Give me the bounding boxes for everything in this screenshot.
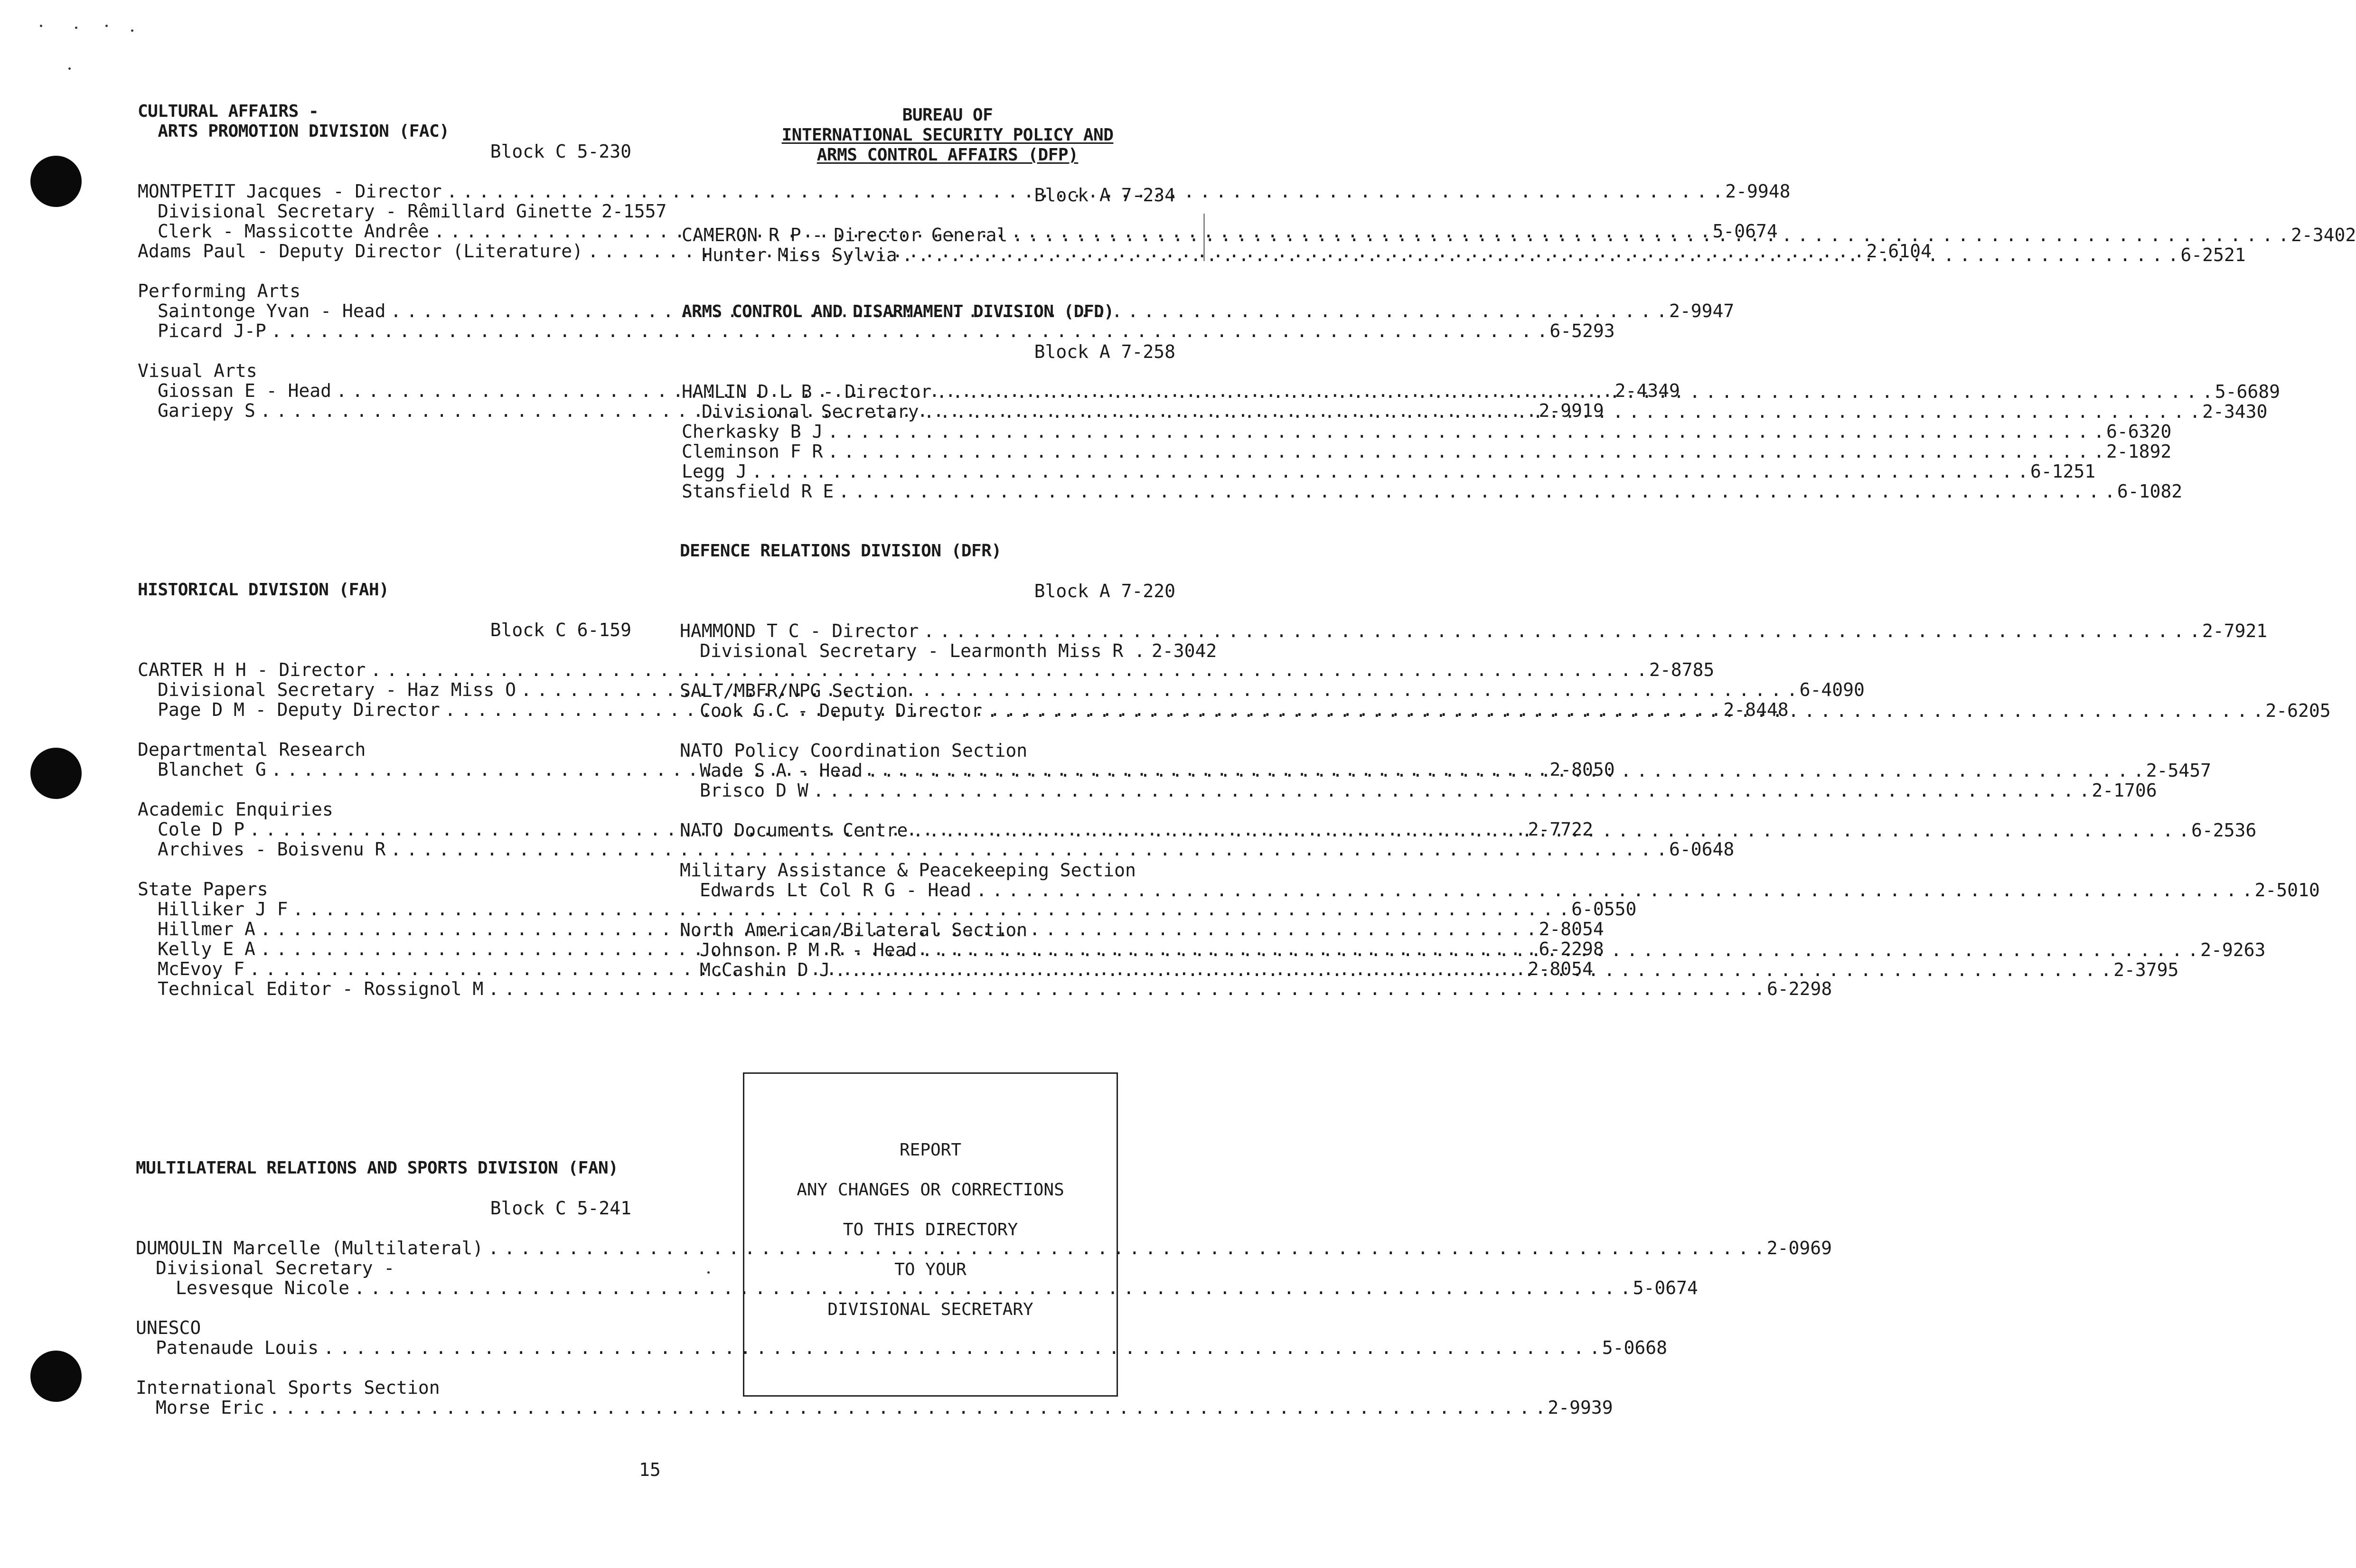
room-location: Block C 5-241 bbox=[490, 1198, 631, 1219]
directory-entry: Cook G C - Deputy Director . . . 2-6205 bbox=[680, 701, 1175, 721]
notice-line: REPORT bbox=[899, 1140, 962, 1160]
room-location: Block A 7-220 bbox=[1034, 581, 1175, 601]
notice-line: TO YOUR bbox=[894, 1260, 967, 1279]
punch-hole-bottom bbox=[30, 1351, 82, 1402]
directory-entry: Morse Eric . . . 2-9939 bbox=[136, 1398, 631, 1418]
subsection-label: NATO Policy Coordination Section bbox=[680, 740, 1028, 761]
section-title: MULTILATERAL RELATIONS AND SPORTS DIVISION (FAN) bbox=[136, 1158, 619, 1178]
scan-speck bbox=[707, 1271, 710, 1274]
room-location: Block A 7-258 bbox=[1034, 341, 1175, 362]
directory-entry: Edwards Lt Col R G - Head . . . 2-5010 bbox=[680, 880, 1175, 900]
scan-speck bbox=[40, 25, 42, 27]
punch-hole-middle bbox=[30, 748, 82, 799]
notice-line: TO THIS DIRECTORY bbox=[843, 1220, 1018, 1239]
directory-entry: CARTER H H - Director . . . 2-8785 bbox=[138, 660, 631, 680]
directory-entry-label: Divisional Secretary - bbox=[156, 1258, 395, 1278]
directory-entry: Clerk - Massicotte Andrêe . . . 5-0674 bbox=[138, 221, 631, 241]
directory-entry: CAMERON R P - Director General . . . 2-3402 bbox=[682, 225, 1175, 245]
directory-entry: Page D M - Deputy Director . . . 2-8448 bbox=[138, 700, 631, 720]
directory-entry: Divisional Secretary - Learmonth Miss R . 2-3042 bbox=[700, 640, 1217, 661]
directory-entry: Blanchet G . . . 2-8050 bbox=[138, 760, 631, 779]
subsection-label: Military Assistance & Peacekeeping Section bbox=[680, 860, 1136, 881]
directory-entry: Hilliker J F . . . 6-0550 bbox=[138, 899, 631, 919]
directory-entry: HAMLIN D L B - Director . . . 5-6689 bbox=[682, 382, 1175, 402]
section-title: ARMS CONTROL AND DISARMAMENT DIVISION (DFD) bbox=[682, 302, 1114, 321]
directory-entry: Divisional Secretary . . . 2-3430 bbox=[682, 402, 1175, 422]
subsection-label: Visual Arts bbox=[138, 360, 257, 381]
report-changes-notice bbox=[743, 1072, 1118, 1397]
directory-entry: Cherkasky B J . . . 6-6320 bbox=[682, 422, 1175, 441]
directory-entry: NATO Documents Centre . . . 6-2536 bbox=[680, 820, 1175, 840]
room-location: Block C 5-230 bbox=[490, 141, 631, 162]
directory-entry: Divisional Secretary - Rêmillard Ginette 2-1557 bbox=[158, 201, 667, 222]
section-title: HISTORICAL DIVISION (FAH) bbox=[138, 580, 389, 600]
section-title: DEFENCE RELATIONS DIVISION (DFR) bbox=[680, 541, 1002, 561]
room-location: Block A 7-234 bbox=[1034, 185, 1175, 206]
directory-entry: Patenaude Louis . . . 5-0668 bbox=[136, 1338, 631, 1358]
directory-entry: DUMOULIN Marcelle (Multilateral) . . . 2-0969 bbox=[136, 1238, 631, 1258]
subsection-label: UNESCO bbox=[136, 1317, 201, 1338]
subsection-label: North American/Bilateral Section bbox=[680, 920, 1028, 940]
punch-hole-top bbox=[30, 156, 82, 207]
notice-line: ANY CHANGES OR CORRECTIONS bbox=[797, 1180, 1064, 1200]
subsection-label: Academic Enquiries bbox=[138, 799, 333, 820]
directory-entry: Divisional Secretary - Haz Miss O . . . 6-4090 bbox=[138, 680, 631, 700]
directory-entry: McCashin D J . . . 2-3795 bbox=[680, 960, 1175, 980]
directory-entry: Brisco D W . . . 2-1706 bbox=[680, 780, 1175, 800]
directory-entry: Cleminson F R . . . 2-1892 bbox=[682, 441, 1175, 461]
scan-speck bbox=[105, 25, 108, 27]
directory-entry: Technical Editor - Rossignol M . . . 6-2298 bbox=[138, 979, 631, 999]
directory-entry: Giossan E - Head . . . 2-4349 bbox=[138, 381, 631, 401]
directory-entry: McEvoy F . . . 2-8054 bbox=[138, 959, 631, 979]
notice-line: DIVISIONAL SECRETARY bbox=[827, 1300, 1033, 1319]
directory-entry: Saintonge Yvan - Head . . . 2-9947 bbox=[138, 301, 631, 321]
directory-entry: Picard J-P . . . 6-5293 bbox=[138, 321, 631, 341]
directory-entry: Hunter Miss Sylvia . . . 6-2521 bbox=[682, 245, 1175, 265]
directory-entry: Wade S A - Head . . . 2-5457 bbox=[680, 761, 1175, 780]
directory-entry: Hillmer A . . . 2-8054 bbox=[138, 919, 631, 939]
section-title: ARTS PROMOTION DIVISION (FAC) bbox=[138, 122, 450, 141]
directory-entry: Lesvesque Nicole . . . 5-0674 bbox=[136, 1278, 631, 1298]
directory-entry: Archives - Boisvenu R . . . 6-0648 bbox=[138, 839, 631, 859]
page-number: 15 bbox=[639, 1459, 661, 1480]
directory-entry: Adams Paul - Deputy Director (Literature) . . . 2-6104 bbox=[138, 241, 631, 261]
scan-speck bbox=[68, 67, 71, 70]
subsection-label: Departmental Research bbox=[138, 739, 366, 760]
directory-entry: Cole D P . . . 2-7722 bbox=[138, 819, 631, 839]
scan-speck bbox=[75, 27, 77, 29]
room-location: Block C 6-159 bbox=[490, 620, 631, 640]
directory-entry: HAMMOND T C - Director . . . 2-7921 bbox=[680, 621, 1175, 641]
directory-entry: MONTPETIT Jacques - Director . . . 2-9948 bbox=[138, 181, 631, 201]
section-title: BUREAU OF bbox=[902, 105, 993, 125]
directory-entry: Gariepy S . . . 2-9919 bbox=[138, 401, 631, 421]
directory-entry: Johnson P M R - Head . . . 2-9263 bbox=[680, 940, 1175, 960]
directory-entry: Stansfield R E . . . 6-1082 bbox=[682, 481, 1175, 501]
scan-speck bbox=[131, 29, 133, 32]
subsection-label: State Papers bbox=[138, 879, 268, 900]
section-title: CULTURAL AFFAIRS - bbox=[138, 102, 319, 121]
section-title: ARMS CONTROL AFFAIRS (DFP) bbox=[817, 145, 1079, 165]
directory-entry: Legg J . . . 6-1251 bbox=[682, 461, 1175, 481]
directory-entry: Kelly E A . . . 6-2298 bbox=[138, 939, 631, 959]
subsection-label: Performing Arts bbox=[138, 281, 301, 301]
subsection-label: International Sports Section bbox=[136, 1377, 440, 1398]
section-title: INTERNATIONAL SECURITY POLICY AND bbox=[781, 125, 1114, 145]
subsection-label: SALT/MBFR/NPG Section bbox=[680, 680, 908, 701]
